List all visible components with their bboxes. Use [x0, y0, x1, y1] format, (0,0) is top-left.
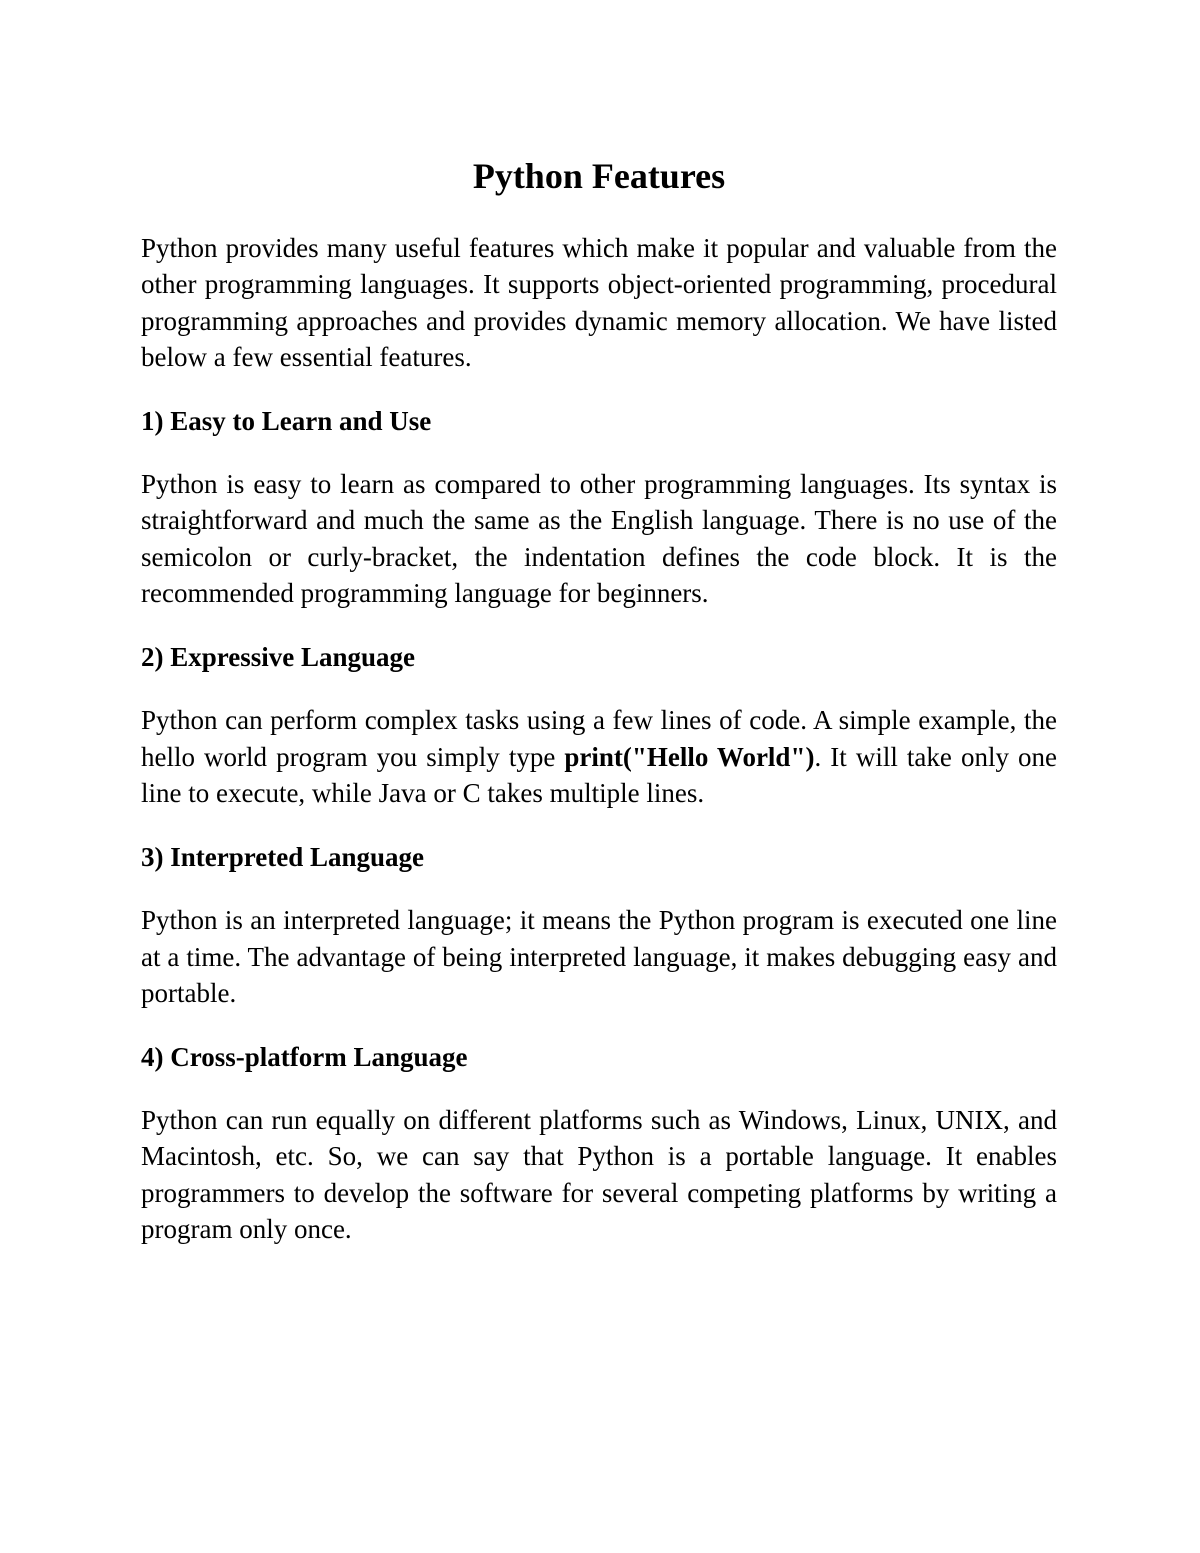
section-heading-easy-to-learn: 1) Easy to Learn and Use [141, 406, 432, 437]
section-heading-cross-platform: 4) Cross-platform Language [141, 1042, 468, 1073]
intro-paragraph: Python provides many useful features which make it popular and valuable from the other programming languages. It supports object-oriented programming, procedural programming approaches and provides dynamic memory allocation. We have listed below a few essential features. [141, 233, 1057, 372]
section-text-expressive [141, 702, 1057, 811]
page-title: Python Features [472, 156, 726, 196]
section-text-easy-to-learn: Python is easy to learn as compared to other programming languages. Its syntax is straightforward and much the same as the English language. There is no use of the semicolon or curly-bracket, the indentation defines the code block. It is the recommended programming language for beginners. [141, 469, 1057, 609]
section-heading-expressive: 2) Expressive Language [141, 642, 416, 673]
document-page [141, 146, 1057, 1247]
section-text-cross-platform: Python can run equally on different platforms such as Windows, Linux, UNIX, and Macintosh, etc. So, we can say that Python is a portable language. It enables programmers to develop the software for several competing platforms by writing a program only once. [141, 1105, 1057, 1245]
expressive-text-after: . It will take only one line to execute, while Java or C takes multiple lines. [141, 741, 1057, 808]
section-heading-interpreted: 3) Interpreted Language [141, 842, 424, 873]
expressive-text-before: Python can perform complex tasks using a few lines of code. A simple example, the hello world program you simply type [141, 705, 1057, 772]
section-text-interpreted: Python is an interpreted language; it means the Python program is executed one line at a time. The advantage of being interpreted language, it makes debugging easy and portable. [141, 905, 1057, 1008]
code-snippet: print("Hello World") [564, 741, 815, 772]
